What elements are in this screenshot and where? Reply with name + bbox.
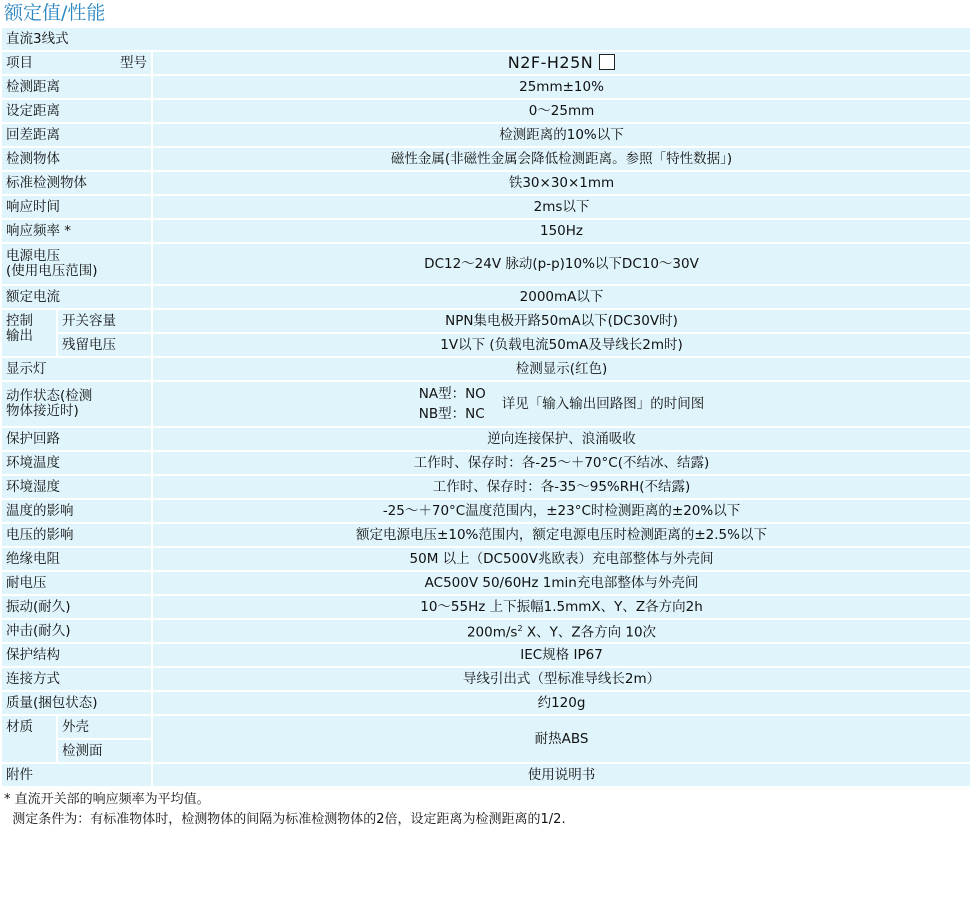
table-row [1, 595, 970, 619]
table-row [1, 547, 970, 571]
row-label: 保护回路 [1, 427, 152, 451]
table-row [1, 451, 970, 475]
table-row [1, 171, 970, 195]
row-label: 电压的影响 [1, 523, 152, 547]
shock-value-main: 200m/s [466, 624, 518, 641]
power-voltage-range-label: (使用电压范围) [6, 263, 98, 279]
row-value: 额定电源电压±10%范围内，额定电源电压时检测距离的±2.5%以下 [152, 523, 970, 547]
row-value: 50M 以上（DC500V兆欧表）充电部整体与外壳间 [152, 547, 970, 571]
table-row [1, 381, 970, 427]
row-label: 显示灯 [1, 357, 152, 381]
table-row [1, 427, 970, 451]
footnote-1: * 直流开关部的响应频率为平均值。 [4, 792, 210, 807]
row-label: 温度的影响 [1, 499, 152, 523]
row-label: 绝缘电阻 [1, 547, 152, 571]
row-label [1, 243, 152, 285]
row-label: 额定电流 [1, 285, 152, 309]
material-face-label: 检测面 [57, 739, 152, 763]
table-row [1, 243, 970, 285]
row-value: 逆向连接保护、浪涌吸收 [152, 427, 970, 451]
model-value: N2F-H25N [507, 53, 594, 72]
row-label: 环境温度 [1, 451, 152, 475]
shock-value-rest: X、Y、Z各方向 10次 [522, 624, 657, 641]
output-label: 输出 [6, 328, 33, 344]
operation-value-cell [152, 381, 970, 427]
row-label: 耐电压 [1, 571, 152, 595]
row-label: 标准检测物体 [1, 171, 152, 195]
shock-value-exponent: 2 [517, 624, 523, 634]
table-row [1, 285, 970, 309]
control-label: 控制 [6, 313, 33, 329]
model-label: 型号 [120, 54, 147, 71]
row-value: 铁30×30×1mm [152, 171, 970, 195]
table-row [1, 571, 970, 595]
row-label [1, 381, 152, 427]
row-value: 检测显示(红色) [152, 357, 970, 381]
table-row [1, 667, 970, 691]
residual-voltage-label: 残留电压 [57, 333, 152, 357]
row-label: 响应时间 [1, 195, 152, 219]
row-value: 使用说明书 [152, 763, 970, 787]
row-value: 2000mA以下 [152, 285, 970, 309]
row-value: 磁性金属(非磁性金属会降低检测距离。参照「特性数据」) [152, 147, 970, 171]
operation-label-line-1: 动作状态(检测 [6, 388, 93, 404]
table-row [1, 475, 970, 499]
row-value: IEC规格 IP67 [152, 643, 970, 667]
row-label: 连接方式 [1, 667, 152, 691]
row-value: 工作时、保存时：各-35～95%RH(不结露) [152, 475, 970, 499]
header-row [1, 51, 970, 75]
table-row [1, 219, 970, 243]
row-value: 导线引出式（型标准导线长2m） [152, 667, 970, 691]
page-title: 额定值/性能 [4, 2, 106, 24]
operation-label-line-2: 物体接近时) [6, 403, 79, 419]
row-label: 保护结构 [1, 643, 152, 667]
section-row [1, 27, 970, 51]
row-label: 质量(捆包状态) [1, 691, 152, 715]
table-row [1, 147, 970, 171]
row-label: 冲击(耐久) [1, 619, 152, 643]
material-label: 材质 [1, 715, 57, 763]
table-row [1, 75, 970, 99]
table-row [1, 691, 970, 715]
model-suffix-box [599, 54, 615, 70]
row-value: 约120g [152, 691, 970, 715]
item-label: 项目 [6, 54, 33, 71]
row-value: 25mm±10% [152, 75, 970, 99]
row-value: 0～25mm [152, 99, 970, 123]
residual-voltage-value: 1V以下 (负载电流50mA及导线长2m时) [152, 333, 970, 357]
operation-value: 详见「输入输出回路图」的时间图 [501, 395, 705, 412]
table-row [1, 309, 970, 333]
table-row [1, 619, 970, 643]
mode-nb: NB型：NC [418, 406, 485, 422]
row-label: 响应频率 * [1, 219, 152, 243]
table-row [1, 333, 970, 357]
row-label: 设定距离 [1, 99, 152, 123]
table-row [1, 357, 970, 381]
switch-capacity-value: NPN集电极开路50mA以下(DC30V时) [152, 309, 970, 333]
row-label: 振动(耐久) [1, 595, 152, 619]
model-cell [152, 51, 970, 75]
switch-capacity-label: 开关容量 [57, 309, 152, 333]
row-value: -25～＋70°C温度范围内，±23°C时检测距离的±20%以下 [152, 499, 970, 523]
spec-table [0, 26, 970, 788]
row-value: 工作时、保存时：各-25～＋70°C(不结冰、结露) [152, 451, 970, 475]
row-value: AC500V 50/60Hz 1min充电部整体与外壳间 [152, 571, 970, 595]
table-row [1, 99, 970, 123]
table-row [1, 195, 970, 219]
row-label: 检测距离 [1, 75, 152, 99]
row-value: DC12～24V 脉动(p-p)10%以下DC10～30V [152, 243, 970, 285]
table-row [1, 715, 970, 739]
table-row [1, 763, 970, 787]
shock-value-cell [152, 619, 970, 643]
table-row [1, 499, 970, 523]
table-row [1, 523, 970, 547]
section-label: 直流3线式 [1, 27, 970, 51]
row-label: 回差距离 [1, 123, 152, 147]
control-output-label [1, 309, 57, 357]
row-value: 检测距离的10%以下 [152, 123, 970, 147]
table-row [1, 643, 970, 667]
row-value: 10～55Hz 上下振幅1.5mmX、Y、Z各方向2h [152, 595, 970, 619]
row-label: 检测物体 [1, 147, 152, 171]
material-value: 耐热ABS [152, 715, 970, 763]
power-voltage-label: 电源电压 [6, 248, 60, 264]
row-value: 2ms以下 [152, 195, 970, 219]
mode-na: NA型：NO [418, 386, 486, 402]
row-label: 环境湿度 [1, 475, 152, 499]
header-item-cell [1, 51, 152, 75]
footnotes [0, 788, 970, 832]
footnote-2: 测定条件为：有标准物体时，检测物体的间隔为标准检测物体的2倍，设定距离为检测距离的1/2. [4, 812, 566, 827]
table-row [1, 123, 970, 147]
row-value: 150Hz [152, 219, 970, 243]
row-label: 附件 [1, 763, 152, 787]
material-case-label: 外壳 [57, 715, 152, 739]
